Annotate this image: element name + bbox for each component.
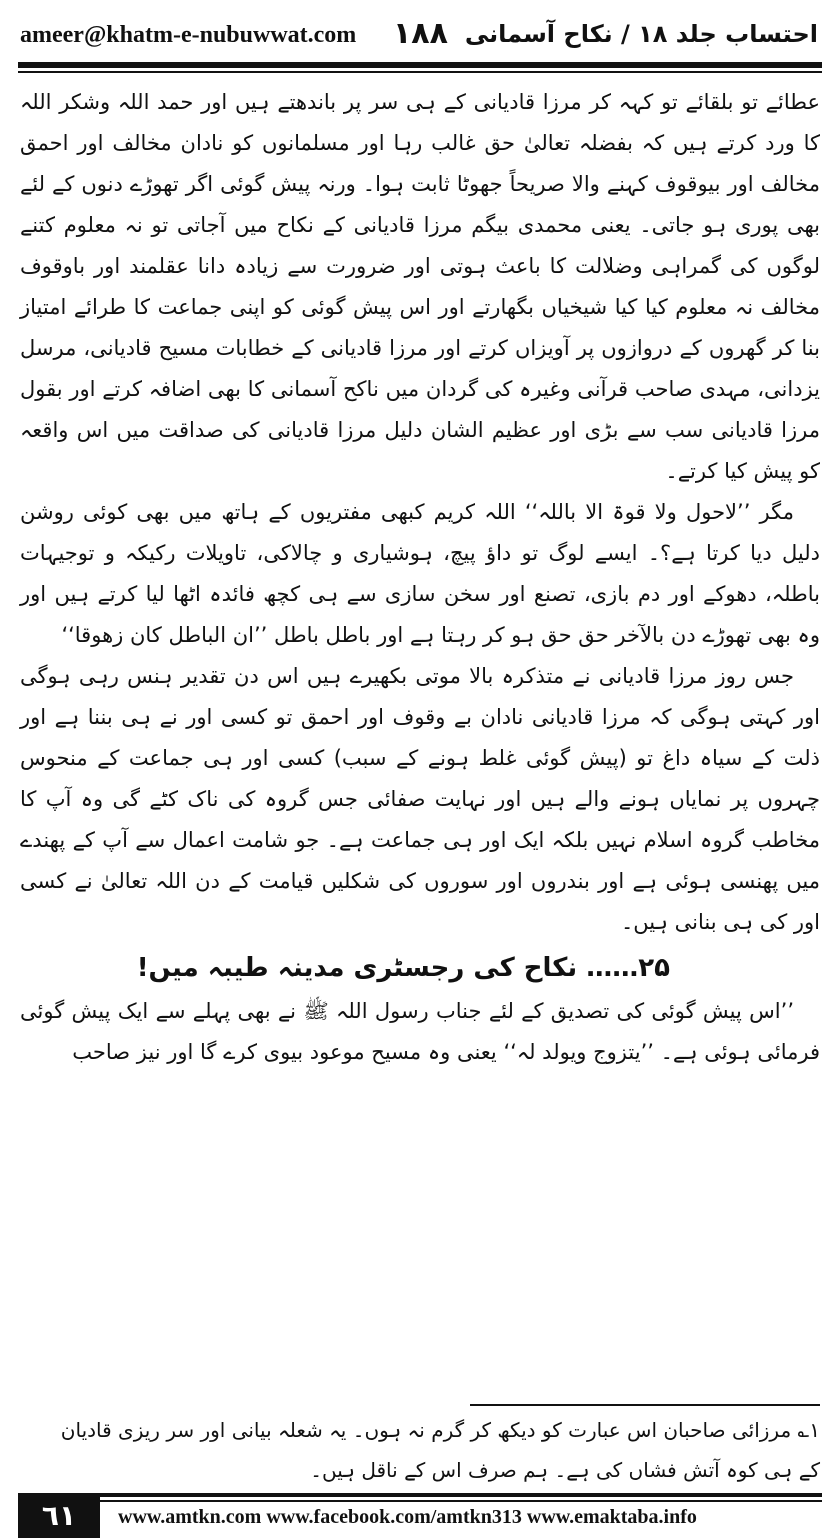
footnote-rule [470,1404,820,1406]
page-number: ۱۸۸ [393,16,448,51]
header-rule-thin [18,71,822,73]
footnote [20,1410,820,1490]
book-title: احتساب جلد ۱۸ / نکاح آسمانی [464,20,818,48]
footer-rule-thin [18,1500,822,1502]
paragraph-3: جس روز مرزا قادیانی نے متذکرہ بالا موتی بکھیرے ہیں اس دن تقدیر ہنس رہی ہوگی اور کہتی ہوگی کہ مرزا قادیانی نادان بے وقوف اور احمق تو کسی اور نے ہی بننا ہے اور ذلت کے سیاہ داغ تو (پیش گوئی غلط ہونے کے سبب) کسی اور ہی جماعت کے منحوس چہروں پر نمایاں ہونے والے ہیں اور نہایت صفائی جس گروہ کی ناک کٹے گی وہ آپ کا مخاطب گروہ اسلام نہیں بلکہ ایک اور ہی جماعت ہے۔ جو شامت اعمال سے آپ کے پھندے میں پھنسی ہوئی ہے اور بندروں اور سوروں کی شکلیں قیامت کے دن اللہ تعالیٰ نے کسی اور کی ہی بنانی ہیں۔ [20,664,820,934]
footer-page-number: ٦١ [18,1494,100,1538]
header-rule [18,62,822,68]
page-body [20,82,820,1073]
paragraph-2: مگر ’’لاحول ولا قوۃ الا باللہ‘‘ اللہ کریم کبھی مفتریوں کے ہاتھ میں بھی کوئی روشن دلیل دیا کرتا ہے؟۔ ایسے لوگ تو داؤ پیچ، ہوشیاری و چالاکی، تاویلات رکیکہ و توجیہات باطلہ، دھوکے اور دم بازی، تصنع اور سخن سازی سے ہی کچھ فائدہ اٹھا لیا کرتے ہیں اور وہ بھی تھوڑے دن بالآخر حق حق ہو کر رہتا ہے اور باطل باطل ’’ان الباطل کان زھوقا‘‘ [20,500,820,647]
section-heading: ۲۵…… نکاح کی رجسٹری مدینہ طیبہ میں! [136,953,670,983]
paragraph-1: عطائے تو بلقائے تو کہہ کر مرزا قادیانی کے ہی سر پر باندھتے ہیں اور حمد اللہ وشکر اللہ کا ورد کرتے ہیں کہ بفضلہ تعالیٰ حق غالب رہا اور مسلمانوں کو نادان مخالف اور احمق مخالف اور بیوقوف کہنے والا صریحاً جھوٹا ثابت ہوا۔ ورنہ پیش گوئی اگر تھوڑے دنوں کے لئے بھی پوری ہو جاتی۔ یعنی محمدی بیگم مرزا قادیانی کے نکاح میں آجاتی تو نہ معلوم کتنے لوگوں کی گمراہی وضلالت کا باعث ہوتی اور ضرورت سے زیادہ دانا عقلمند اور باوقوف مخالف نہ معلوم کیا کیا شیخیاں بگھارتے اور اس پیش گوئی کو اپنی جماعت کا طرائے امتیاز بنا کر گھروں کے دروازوں پر آویزاں کرتے اور مرزا قادیانی کے خطابات مسیح قادیانی، مرسل یزدانی، مہدی صاحب قرآنی وغیرہ کی گردان میں ناکح آسمانی کا بھی اضافہ کرتے اور بقول مرزا قادیانی سب سے بڑی اور عظیم الشان دلیل مرزا قادیانی کی صداقت میں اس واقعہ کو پیش کیا کرتے۔ [20,90,820,483]
footnote-line-2: کے ہی کوہ آتش فشاں کی ہے۔ ہم صرف اس کے ناقل ہیں۔ [310,1458,820,1482]
header-email: ameer@khatm-e-nubuwwat.com [20,22,357,48]
section-paragraph: ’’اس پیش گوئی کی تصدیق کے لئے جناب رسول اللہ ﷺ نے بھی پہلے سے ایک پیش گوئی فرمائی ہوئی ہے۔ ’’یتزوج ویولد لہ‘‘ یعنی وہ مسیح موعود بیوی کرے گا اور نیز صاحب [20,999,820,1064]
page-header [18,14,822,54]
footnote-line-1: ۱؎ مرزائی صاحبان اس عبارت کو دیکھ کر گرم نہ ہوں۔ یہ شعلہ بیانی اور سر ریزی قادیان [60,1418,820,1442]
footer-rule [18,1493,822,1497]
footer-links: www.amtkn.com www.facebook.com/amtkn313 www.emaktaba.info [118,1506,697,1528]
